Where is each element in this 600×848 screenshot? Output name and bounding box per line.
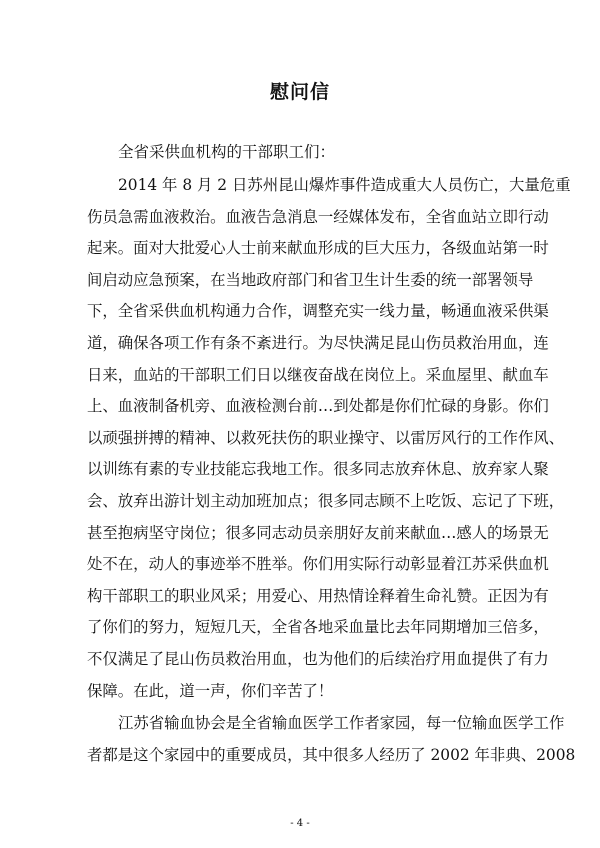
paragraph-1 xyxy=(87,170,571,707)
paragraph-line: 伤员急需血液救治。血液告急消息一经媒体发布，全省血站立即行动 xyxy=(87,207,549,226)
paragraph-line: 2014 年 8 月 2 日苏州昆山爆炸事件造成重大人员伤亡，大量危重 xyxy=(118,176,571,194)
paragraph-line: 构干部职工的职业风采；用爱心、用热情诠释着生命礼赞。正因为有 xyxy=(87,586,549,605)
paragraph-line: 间启动应急预案，在当地政府部门和省卫生计生委的统一部署领导 xyxy=(87,270,534,289)
paragraph-line: 者都是这个家园中的重要成员，其中很多人经历了 2002 年非典、2008 xyxy=(87,745,576,764)
paragraph-line: 以训练有素的专业技能忘我地工作。很多同志放弃休息、放弃家人聚 xyxy=(87,460,549,479)
paragraph-line: 以顽强拼搏的精神、以救死扶伤的职业操守、以雷厉风行的工作作风、 xyxy=(87,428,565,447)
paragraph-line: 江苏省输血协会是全省输血医学工作者家园，每一位输血医学工作 xyxy=(118,714,565,732)
paragraph-line: 保障。在此，道一声，你们辛苦了！ xyxy=(87,681,334,700)
letter-greeting: 全省采供血机构的干部职工们： xyxy=(118,143,336,161)
paragraph-line: 处不在，动人的事迹举不胜举。你们用实际行动彰显着江苏采供血机 xyxy=(87,555,549,574)
paragraph-line: 日来，血站的干部职工们日以继夜奋战在岗位上。采血屋里、献血车 xyxy=(87,365,549,384)
paragraph-line: 下，全省采供血机构通力合作，调整充实一线力量，畅通血液采供渠 xyxy=(87,302,549,321)
paragraph-2 xyxy=(87,708,576,771)
letter-title: 慰问信 xyxy=(269,81,330,103)
paragraph-line: 甚至抱病坚守岗位；很多同志动员亲朋好友前来献血…感人的场景无 xyxy=(87,523,549,542)
paragraph-line: 会、放弃出游计划主动加班加点；很多同志顾不上吃饭、忘记了下班， xyxy=(87,491,565,510)
page-number: - 4 - xyxy=(290,818,310,829)
paragraph-line: 不仅满足了昆山伤员救治用血，也为他们的后续治疗用血提供了有力 xyxy=(87,649,549,668)
paragraph-line: 起来。面对大批爱心人士前来献血形成的巨大压力，各级血站第一时 xyxy=(87,239,549,258)
paragraph-line: 上、血液制备机旁、血液检测台前…到处都是你们忙碌的身影。你们 xyxy=(87,397,549,416)
paragraph-line: 道，确保各项工作有条不紊进行。为尽快满足昆山伤员救治用血，连 xyxy=(87,333,549,352)
paragraph-line: 了你们的努力，短短几天，全省各地采血量比去年同期增加三倍多， xyxy=(87,618,549,637)
